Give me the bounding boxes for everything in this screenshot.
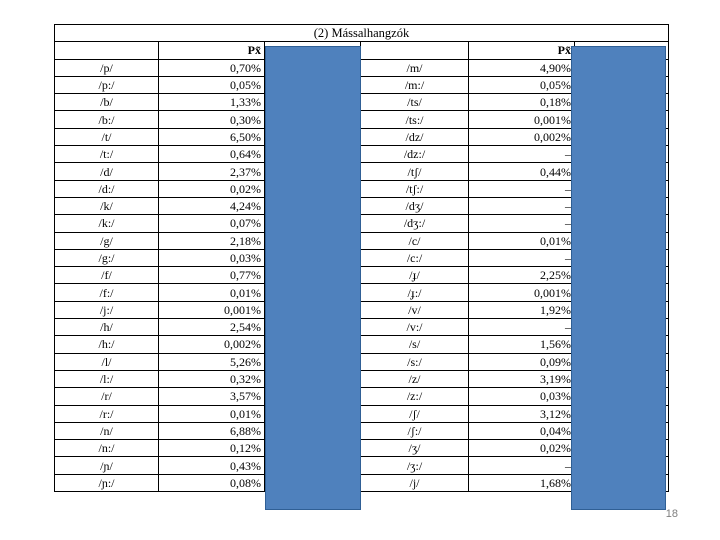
frequency-left: 0,43%: [159, 457, 265, 474]
frequency-right: 1,92%: [469, 301, 575, 318]
frequency-left: 6,50%: [159, 128, 265, 145]
phoneme-right: /dʒ/: [361, 197, 469, 214]
frequency-right: 0,002%: [469, 128, 575, 145]
frequency-left: 3,57%: [159, 388, 265, 405]
phoneme-left: /ɲ:/: [55, 474, 159, 491]
column-header-px-right: Px̃: [469, 42, 575, 59]
phoneme-left: /j:/: [55, 301, 159, 318]
frequency-right: 3,19%: [469, 370, 575, 387]
frequency-right: 0,09%: [469, 353, 575, 370]
phoneme-right: /dʒ:/: [361, 215, 469, 232]
phoneme-left: /d/: [55, 163, 159, 180]
frequency-left: 0,07%: [159, 215, 265, 232]
phoneme-right: /dz:/: [361, 146, 469, 163]
phoneme-right: /ʃ/: [361, 405, 469, 422]
frequency-right: 0,01%: [469, 232, 575, 249]
phoneme-left: /l/: [55, 353, 159, 370]
frequency-left: 0,001%: [159, 301, 265, 318]
frequency-right: 1,56%: [469, 336, 575, 353]
frequency-right: –: [469, 457, 575, 474]
phoneme-right: /ʒ/: [361, 440, 469, 457]
phoneme-left: /b:/: [55, 111, 159, 128]
phoneme-right: /dz/: [361, 128, 469, 145]
frequency-left: 0,30%: [159, 111, 265, 128]
phoneme-right: /j/: [361, 474, 469, 491]
frequency-right: –: [469, 215, 575, 232]
phoneme-right: /ʒ:/: [361, 457, 469, 474]
frequency-left: 4,24%: [159, 197, 265, 214]
phoneme-right: /ts/: [361, 94, 469, 111]
frequency-left: 2,18%: [159, 232, 265, 249]
phoneme-right: /ʃ:/: [361, 422, 469, 439]
frequency-left: 0,002%: [159, 336, 265, 353]
frequency-right: 0,001%: [469, 284, 575, 301]
phoneme-left: /r:/: [55, 405, 159, 422]
phoneme-left: /ɲ/: [55, 457, 159, 474]
phoneme-right: /z:/: [361, 388, 469, 405]
frequency-right: 0,05%: [469, 76, 575, 93]
frequency-right: 0,02%: [469, 440, 575, 457]
frequency-right: –: [469, 180, 575, 197]
frequency-left: 0,70%: [159, 59, 265, 76]
table-title: (2) Mássalhangzók: [55, 25, 669, 42]
phoneme-left: /h/: [55, 319, 159, 336]
phoneme-left: /k:/: [55, 215, 159, 232]
frequency-right: –: [469, 146, 575, 163]
header-blank-3: [361, 42, 469, 59]
phoneme-right: /s/: [361, 336, 469, 353]
frequency-right: –: [469, 197, 575, 214]
phoneme-right: /v:/: [361, 319, 469, 336]
phoneme-left: /t:/: [55, 146, 159, 163]
frequency-left: 0,32%: [159, 370, 265, 387]
phoneme-right: /ɟ/: [361, 267, 469, 284]
phoneme-right: /ts:/: [361, 111, 469, 128]
phoneme-right: /z/: [361, 370, 469, 387]
frequency-left: 2,54%: [159, 319, 265, 336]
frequency-left: 5,26%: [159, 353, 265, 370]
frequency-right: –: [469, 249, 575, 266]
frequency-left: 0,01%: [159, 405, 265, 422]
phoneme-right: /ɟ:/: [361, 284, 469, 301]
phoneme-left: /t/: [55, 128, 159, 145]
frequency-right: 1,68%: [469, 474, 575, 491]
phoneme-right: /c:/: [361, 249, 469, 266]
phoneme-right: /m/: [361, 59, 469, 76]
page-number: 18: [665, 508, 678, 520]
frequency-right: 4,90%: [469, 59, 575, 76]
phoneme-left: /b/: [55, 94, 159, 111]
frequency-right: 3,12%: [469, 405, 575, 422]
frequency-left: 0,01%: [159, 284, 265, 301]
phoneme-left: /g:/: [55, 249, 159, 266]
phoneme-left: /f/: [55, 267, 159, 284]
blue-overlay-left: [265, 46, 361, 510]
frequency-right: 0,44%: [469, 163, 575, 180]
frequency-left: 6,88%: [159, 422, 265, 439]
frequency-left: 0,05%: [159, 76, 265, 93]
frequency-right: 0,001%: [469, 111, 575, 128]
phoneme-left: /p:/: [55, 76, 159, 93]
frequency-left: 0,08%: [159, 474, 265, 491]
phoneme-left: /d:/: [55, 180, 159, 197]
frequency-right: 2,25%: [469, 267, 575, 284]
phoneme-left: /f:/: [55, 284, 159, 301]
phoneme-left: /g/: [55, 232, 159, 249]
phoneme-right: /tʃ/: [361, 163, 469, 180]
phoneme-left: /h:/: [55, 336, 159, 353]
frequency-right: 0,03%: [469, 388, 575, 405]
frequency-left: 0,02%: [159, 180, 265, 197]
column-header-px-left: Px̃: [159, 42, 265, 59]
phoneme-left: /n/: [55, 422, 159, 439]
phoneme-left: /n:/: [55, 440, 159, 457]
phoneme-left: /r/: [55, 388, 159, 405]
frequency-left: 2,37%: [159, 163, 265, 180]
frequency-right: 0,04%: [469, 422, 575, 439]
phoneme-right: /tʃ:/: [361, 180, 469, 197]
phoneme-right: /m:/: [361, 76, 469, 93]
blue-overlay-right: [571, 46, 666, 510]
phoneme-left: /l:/: [55, 370, 159, 387]
phoneme-left: /k/: [55, 197, 159, 214]
frequency-right: –: [469, 319, 575, 336]
frequency-left: 0,12%: [159, 440, 265, 457]
frequency-right: 0,18%: [469, 94, 575, 111]
frequency-left: 1,33%: [159, 94, 265, 111]
phoneme-right: /v/: [361, 301, 469, 318]
frequency-left: 0,77%: [159, 267, 265, 284]
phoneme-right: /c/: [361, 232, 469, 249]
frequency-left: 0,64%: [159, 146, 265, 163]
header-blank-1: [55, 42, 159, 59]
phoneme-right: /s:/: [361, 353, 469, 370]
phoneme-left: /p/: [55, 59, 159, 76]
frequency-left: 0,03%: [159, 249, 265, 266]
